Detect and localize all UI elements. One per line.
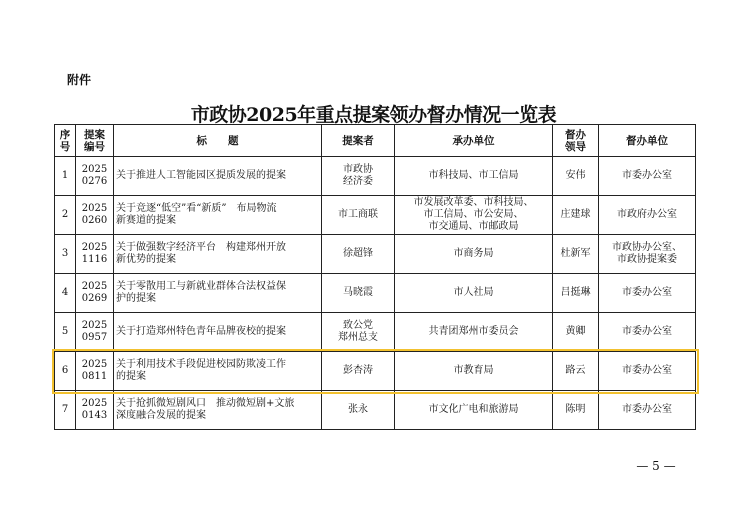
table-header-row — [55, 125, 696, 157]
document-title: 市政协2025年重点提案领办督办情况一览表 — [190, 104, 557, 126]
cell-supervising-unit: 市政协办公室、 市政协提案委 — [599, 235, 696, 274]
cell-seq: 7 — [55, 391, 76, 430]
attachment-label: 附件 — [67, 73, 92, 87]
header-supervising-unit: 督办单位 — [599, 125, 696, 157]
cell-seq: 1 — [55, 157, 76, 196]
cell-case-no: 2025 0957 — [76, 313, 114, 352]
cell-proposer: 徐超锋 — [322, 235, 395, 274]
cell-supervising-unit: 市委办公室 — [599, 352, 696, 391]
cell-handling-unit: 市商务局 — [395, 235, 553, 274]
cell-subject: 关于打造郑州特色青年品牌夜校的提案 — [114, 313, 322, 352]
cell-supervisor: 路云 — [553, 352, 599, 391]
cell-supervisor: 吕挺琳 — [553, 274, 599, 313]
cell-subject: 关于推进人工智能园区提质发展的提案 — [114, 157, 322, 196]
header-case-no: 提案 编号 — [76, 125, 114, 157]
cell-proposer: 马晓霞 — [322, 274, 395, 313]
cell-case-no: 2025 0276 — [76, 157, 114, 196]
cell-supervising-unit: 市政府办公室 — [599, 196, 696, 235]
cell-seq: 4 — [55, 274, 76, 313]
header-handling-unit: 承办单位 — [395, 125, 553, 157]
table-row — [55, 313, 696, 352]
cell-subject: 关于零散用工与新就业群体合法权益保 护的提案 — [114, 274, 322, 313]
cell-supervisor: 杜新军 — [553, 235, 599, 274]
cell-handling-unit: 共青团郑州市委员会 — [395, 313, 553, 352]
cell-case-no: 2025 0260 — [76, 196, 114, 235]
cell-supervisor: 庄建球 — [553, 196, 599, 235]
cell-seq: 5 — [55, 313, 76, 352]
cell-subject: 关于竞逐“低空”看“新质” 布局物流 新赛道的提案 — [114, 196, 322, 235]
cell-supervisor: 安伟 — [553, 157, 599, 196]
cell-case-no: 2025 0269 — [76, 274, 114, 313]
cell-handling-unit: 市文化广电和旅游局 — [395, 391, 553, 430]
page-number: — 5 — — [636, 459, 676, 473]
table-row — [55, 157, 696, 196]
cell-handling-unit: 市发展改革委、市科技局、 市工信局、市公安局、 市交通局、市邮政局 — [395, 196, 553, 235]
cell-proposer: 市政协 经济委 — [322, 157, 395, 196]
cell-supervisor: 陈明 — [553, 391, 599, 430]
cell-case-no: 2025 0811 — [76, 352, 114, 391]
cell-supervising-unit: 市委办公室 — [599, 391, 696, 430]
header-supervisor: 督办 领导 — [553, 125, 599, 157]
cell-case-no: 2025 1116 — [76, 235, 114, 274]
table-row — [55, 235, 696, 274]
cell-proposer: 致公党 郑州总支 — [322, 313, 395, 352]
cell-supervising-unit: 市委办公室 — [599, 274, 696, 313]
cell-subject: 关于利用技术手段促进校园防欺凌工作 的提案 — [114, 352, 322, 391]
cell-subject: 关于抢抓微短剧风口 推动微短剧+文旅 深度融合发展的提案 — [114, 391, 322, 430]
table-row — [55, 352, 696, 391]
table-row — [55, 196, 696, 235]
cell-handling-unit: 市教育局 — [395, 352, 553, 391]
cell-supervisor: 黄卿 — [553, 313, 599, 352]
cell-case-no: 2025 0143 — [76, 391, 114, 430]
cell-proposer: 张永 — [322, 391, 395, 430]
cell-handling-unit: 市科技局、市工信局 — [395, 157, 553, 196]
table-row — [55, 274, 696, 313]
cell-seq: 6 — [55, 352, 76, 391]
cell-seq: 2 — [55, 196, 76, 235]
cell-handling-unit: 市人社局 — [395, 274, 553, 313]
cell-supervising-unit: 市委办公室 — [599, 313, 696, 352]
cell-proposer: 彭杏涛 — [322, 352, 395, 391]
table-row — [55, 391, 696, 430]
cell-subject: 关于做强数字经济平台 构建郑州开放 新优势的提案 — [114, 235, 322, 274]
header-proposer: 提案者 — [322, 125, 395, 157]
cell-seq: 3 — [55, 235, 76, 274]
header-seq: 序 号 — [55, 125, 76, 157]
header-subject: 标 题 — [114, 125, 322, 157]
cell-proposer: 市工商联 — [322, 196, 395, 235]
cell-supervising-unit: 市委办公室 — [599, 157, 696, 196]
proposal-table — [54, 124, 696, 430]
